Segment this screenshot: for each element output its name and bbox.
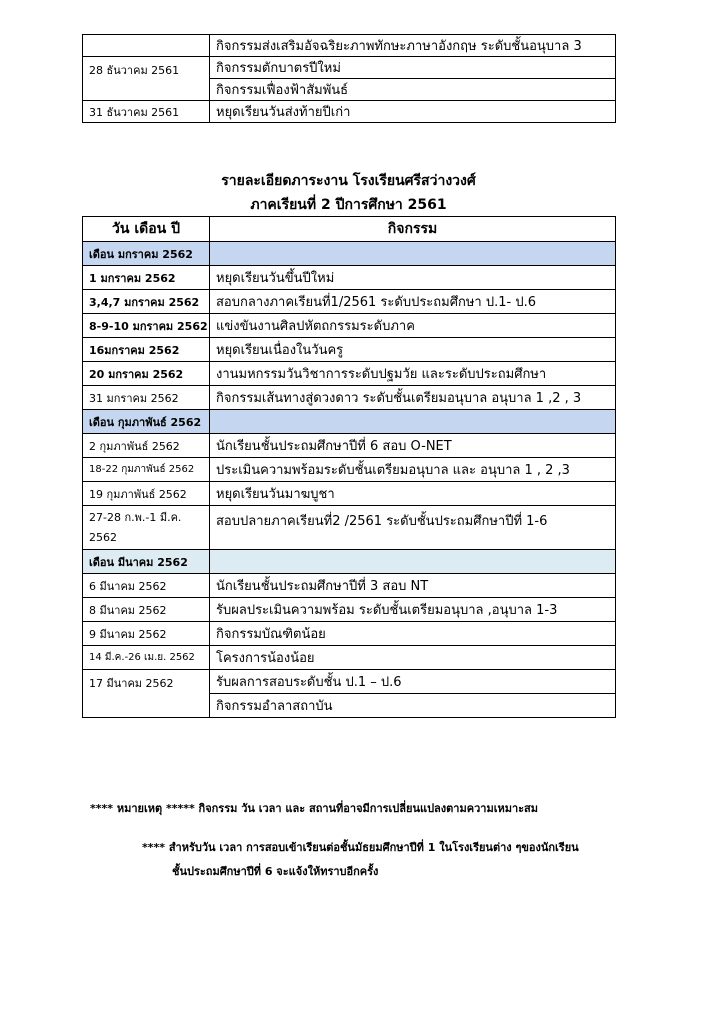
date-cell: 19 กุมภาพันธ์ 2562 — [83, 482, 210, 506]
activity-cell: กิจกรรมเฟื่องฟ้าสัมพันธ์ — [210, 79, 616, 101]
month-label: เดือน มีนาคม 2562 — [83, 550, 210, 574]
date-cell: 20 มกราคม 2562 — [83, 362, 210, 386]
activity-cell: หยุดเรียนวันขึ้นปีใหม่ — [210, 266, 616, 290]
activity-cell: รับผลประเมินความพร้อม ระดับชั้นเตรียมอนุบาล ,อนุบาล 1-3 — [210, 598, 616, 622]
date-cell: 14 มี.ค.-26 เม.ย. 2562 — [83, 646, 210, 670]
activity-cell: สอบกลางภาคเรียนที่1/2561 ระดับประถมศึกษา ป.1- ป.6 — [210, 290, 616, 314]
activity-cell: แข่งขันงานศิลปหัตถกรรมระดับภาค — [210, 314, 616, 338]
document-subtitle: ภาคเรียนที่ 2 ปีการศึกษา 2561 — [250, 197, 447, 213]
date-cell: 3,4,7 มกราคม 2562 — [83, 290, 210, 314]
activity-cell: กิจกรรมตักบาตรปีใหม่ — [210, 57, 616, 79]
date-cell: 2 กุมภาพันธ์ 2562 — [83, 434, 210, 458]
activity-cell: กิจกรรมเส้นทางสู่ดวงดาว ระดับชั้นเตรียมอนุบาล อนุบาล 1 ,2 , 3 — [210, 386, 616, 410]
date-cell: 28 ธันวาคม 2561 — [83, 57, 210, 101]
table-row — [83, 598, 616, 622]
activity-cell: กิจกรรมอำลาสถาบัน — [210, 694, 616, 718]
activity-cell: หยุดเรียนวันส่งท้ายปีเก่า — [210, 101, 616, 123]
table-row — [83, 434, 616, 458]
month-label: เดือน มกราคม 2562 — [83, 242, 210, 266]
activity-cell: หยุดเรียนวันมาฆบูชา — [210, 482, 616, 506]
date-cell: 31 ธันวาคม 2561 — [83, 101, 210, 123]
table-row — [83, 386, 616, 410]
table-row — [83, 314, 616, 338]
table-row — [83, 670, 616, 694]
semester-schedule-table — [82, 216, 616, 718]
month-header-row — [83, 242, 616, 266]
activity-cell: นักเรียนชั้นประถมศึกษาปีที่ 3 สอบ NT — [210, 574, 616, 598]
activity-cell: สอบปลายภาคเรียนที่2 /2561 ระดับชั้นประถมศึกษาปีที่ 1-6 — [210, 506, 616, 550]
month-header-row — [83, 550, 616, 574]
table-row — [83, 482, 616, 506]
date-cell: 27-28 ก.พ.-1 มี.ค. 2562 — [83, 506, 210, 550]
table-row — [83, 57, 616, 79]
activity-cell: รับผลการสอบระดับชั้น ป.1 – ป.6 — [210, 670, 616, 694]
date-cell — [83, 35, 210, 57]
month-header-row — [83, 410, 616, 434]
table-row — [83, 574, 616, 598]
activity-cell: นักเรียนชั้นประถมศึกษาปีที่ 6 สอบ O-NET — [210, 434, 616, 458]
date-column-header: วัน เดือน ปี — [83, 217, 210, 242]
month-label: เดือน กุมภาพันธ์ 2562 — [83, 410, 210, 434]
date-cell: 6 มีนาคม 2562 — [83, 574, 210, 598]
table-row — [83, 646, 616, 670]
activity-column-header: กิจกรรม — [210, 217, 616, 242]
exam-note-line1: **** สำหรับวัน เวลา การสอบเข้าเรียนต่อชั้นมัธยมศึกษาปีที่ 1 ในโรงเรียนต่าง ๆของนักเรียน — [142, 841, 579, 854]
date-cell: 18-22 กุมภาพันธ์ 2562 — [83, 458, 210, 482]
december-schedule-table — [82, 34, 616, 123]
date-cell: 16มกราคม 2562 — [83, 338, 210, 362]
activity-cell: หยุดเรียนเนื่องในวันครู — [210, 338, 616, 362]
exam-note-line2: ชั้นประถมศึกษาปีที่ 6 จะแจ้งให้ทราบอีกครั้ง — [172, 865, 379, 878]
date-cell: 1 มกราคม 2562 — [83, 266, 210, 290]
date-cell: 31 มกราคม 2562 — [83, 386, 210, 410]
document-title: รายละเอียดภาระงาน โรงเรียนศรีสว่างวงศ์ — [221, 173, 476, 189]
activity-cell: งานมหกรรมวันวิชาการระดับปฐมวัย และระดับประถมศึกษา — [210, 362, 616, 386]
table-row — [83, 35, 616, 57]
table-row — [83, 362, 616, 386]
activity-cell: ประเมินความพร้อมระดับชั้นเตรียมอนุบาล และ อนุบาล 1 , 2 ,3 — [210, 458, 616, 482]
table-row — [83, 338, 616, 362]
table-row — [83, 458, 616, 482]
date-cell: 8 มีนาคม 2562 — [83, 598, 210, 622]
activity-cell: โครงการน้องน้อย — [210, 646, 616, 670]
date-cell: 17 มีนาคม 2562 — [83, 670, 210, 718]
date-cell: 9 มีนาคม 2562 — [83, 622, 210, 646]
table-row — [83, 506, 616, 550]
table-header-row — [83, 217, 616, 242]
date-cell: 8-9-10 มกราคม 2562 — [83, 314, 210, 338]
remark-note: **** หมายเหตุ ***** กิจกรรม วัน เวลา และ สถานที่อาจมีการเปลี่ยนแปลงตามความเหมาะสม — [90, 802, 539, 815]
table-row — [83, 290, 616, 314]
activity-cell: กิจกรรมบัณฑิตน้อย — [210, 622, 616, 646]
table-row — [83, 622, 616, 646]
table-row — [83, 266, 616, 290]
activity-cell: กิจกรรมส่งเสริมอัจฉริยะภาพทักษะภาษาอังกฤษ ระดับชั้นอนุบาล 3 — [210, 35, 616, 57]
table-row — [83, 101, 616, 123]
